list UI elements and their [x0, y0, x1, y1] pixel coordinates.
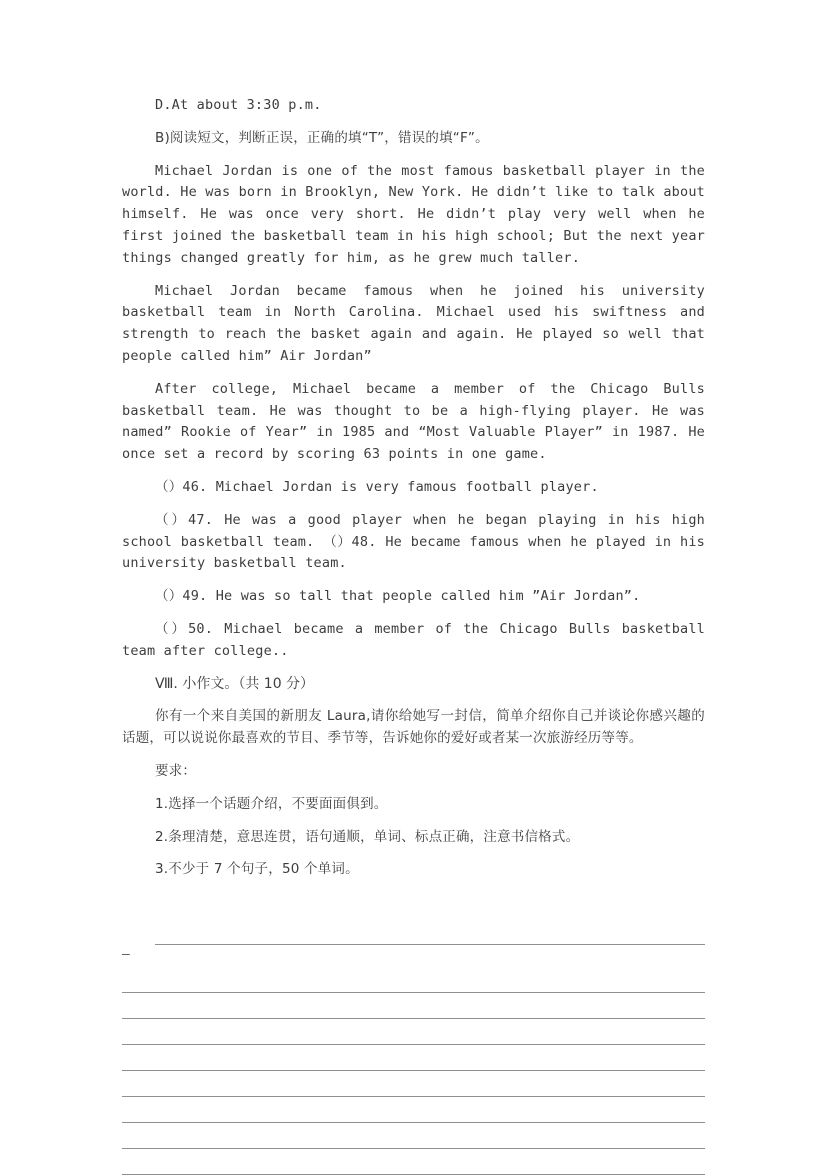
requirement-3: 3.不少于 7 个句子，50 个单词。: [155, 861, 359, 878]
true-false-questions: [122, 477, 705, 663]
reading-passage: [122, 161, 705, 466]
composition-prompt: 你有一个来自美国的新朋友 Laura,请你给她写一封信，简单介绍你自己并谈论你感兴趣的话题，可以说说你最喜欢的节目、季节等，告诉她你的爱好或者某一次旅游经历等等。: [122, 708, 705, 747]
dash-mark: —: [122, 947, 130, 963]
writing-line: [122, 1019, 705, 1045]
requirements-list: [122, 794, 705, 881]
writing-line: [122, 993, 705, 1019]
writing-line: [122, 1045, 705, 1071]
requirement-2: 2.条理清楚，意思连贯，语句通顺，单词、标点正确，注意书信格式。: [155, 828, 580, 845]
question-50: （）50. Michael became a member of the Chicago Bulls basketball team after college..: [122, 620, 705, 659]
writing-area: [122, 919, 705, 1175]
writing-line: [122, 967, 705, 993]
writing-line: [122, 1149, 705, 1175]
passage-paragraph-1: Michael Jordan is one of the most famous basketball player in the world. He was born in Brooklyn, New York. He didn’t like to talk about himself. He was once very short. He didn’t play very well when he first joined the basketball team in his high school; But the next year things changed greatly for him, as he grew much taller.: [122, 162, 705, 266]
question-47-48: （）47. He was a good player when he began playing in his high school basketball team. （）48. He became famous when he played in his university basketball team.: [122, 511, 705, 572]
question-49: （）49. He was so tall that people called him ”Air Jordan”.: [155, 588, 641, 605]
question-46: （）46. Michael Jordan is very famous football player.: [155, 478, 599, 495]
requirements-label: 要求：: [155, 762, 197, 779]
writing-line: [122, 1097, 705, 1123]
requirement-1: 1.选择一个话题介绍，不要面面俱到。: [155, 795, 388, 812]
passage-paragraph-2: Michael Jordan became famous when he joined his university basketball team in North Carolina. Michael used his swiftness and strength to reach the basket again and again. He played so well that people called him” Air Jordan”: [122, 282, 705, 364]
option-d: D.At about 3:30 p.m.: [155, 97, 322, 113]
section-b-instruction: B)阅读短文，判断正误，正确的填“T”，错误的填“F”。: [155, 129, 489, 146]
passage-paragraph-3: After college, Michael became a member of the Chicago Bulls basketball team. He was thought to be a high-flying player. He was named” Rookie of Year” in 1985 and “Most Valuable Player” in 1987. He once set a record by scoring 63 points in one game.: [122, 380, 705, 463]
writing-line: [122, 1123, 705, 1149]
composition-heading: Ⅷ. 小作文。（共 10 分）: [155, 675, 315, 692]
writing-line: [122, 1071, 705, 1097]
writing-line: [155, 919, 705, 945]
